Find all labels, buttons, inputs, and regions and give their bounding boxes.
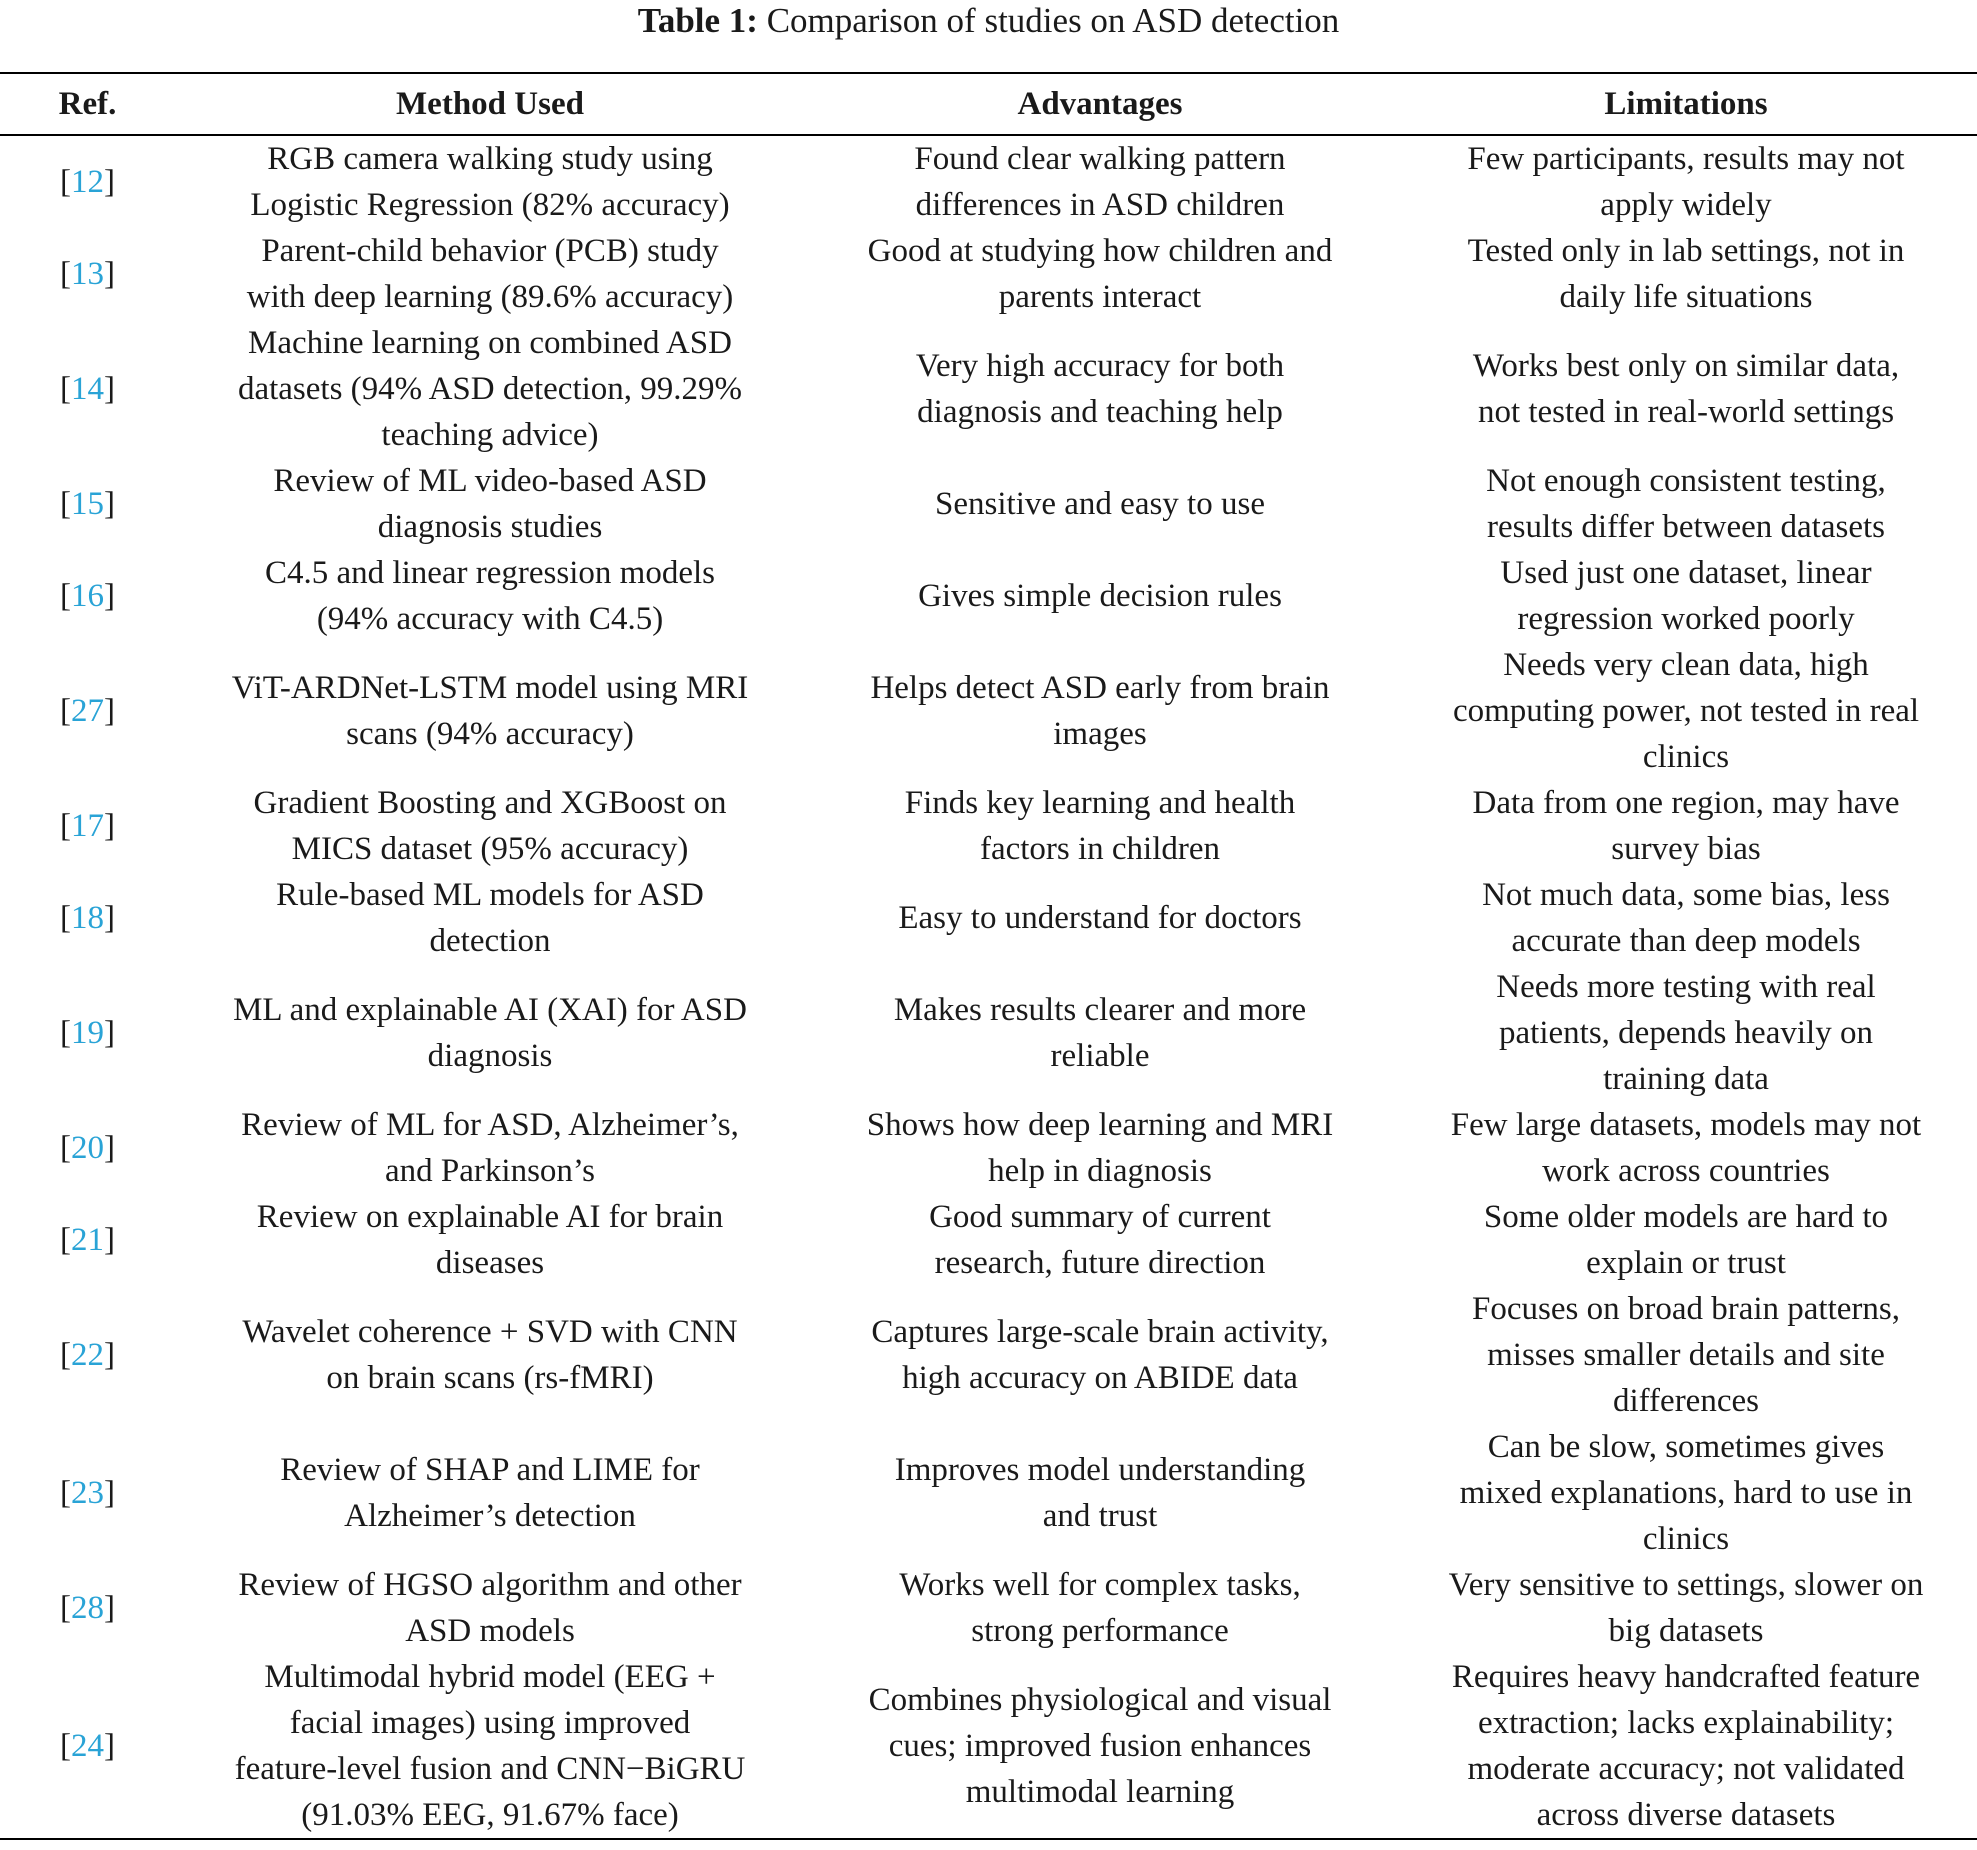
cell-limitations-line: big datasets: [1608, 1613, 1764, 1649]
cell-method: [175, 550, 805, 642]
cell-limitations: [1395, 228, 1977, 320]
cell-method: [175, 872, 805, 964]
ref-bracket-close: ]: [104, 900, 115, 936]
cell-limitations: [1395, 1194, 1977, 1286]
cell-advantages: [805, 1286, 1395, 1424]
table-caption-label: Table 1:: [637, 1, 758, 40]
cell-method-line: Wavelet coherence + SVD with CNN: [242, 1314, 738, 1350]
cell-method-line: Review of HGSO algorithm and other: [238, 1567, 742, 1603]
cell-limitations-line: moderate accuracy; not validated: [1467, 1751, 1905, 1787]
cell-method-line: teaching advice): [381, 417, 599, 453]
cell-method-line: Review of ML for ASD, Alzheimer’s,: [241, 1107, 739, 1143]
reference-link[interactable]: 21: [71, 1222, 104, 1258]
cell-limitations: [1395, 872, 1977, 964]
header-ref: Ref.: [58, 86, 117, 122]
table-row: [0, 228, 1977, 320]
table-row: [0, 964, 1977, 1102]
ref-bracket-open: [: [60, 486, 71, 522]
ref-bracket-close: ]: [104, 1475, 115, 1511]
cell-limitations: [1395, 1562, 1977, 1654]
cell-advantages-line: differences in ASD children: [915, 187, 1285, 223]
cell-limitations-line: differences: [1613, 1383, 1759, 1419]
cell-method-line: scans (94% accuracy): [346, 716, 634, 752]
cell-advantages: [805, 550, 1395, 642]
cell-advantages: [805, 642, 1395, 780]
ref-bracket-open: [: [60, 1728, 71, 1764]
cell-advantages-line: and trust: [1042, 1498, 1158, 1534]
reference-link[interactable]: 27: [71, 693, 104, 729]
cell-method: [175, 1286, 805, 1424]
cell-method-line: RGB camera walking study using: [267, 141, 713, 177]
cell-method-line: detection: [429, 923, 551, 959]
reference-link[interactable]: 15: [71, 486, 104, 522]
cell-limitations-line: work across countries: [1542, 1153, 1830, 1189]
cell-ref: [0, 1194, 175, 1286]
cell-ref: [0, 1286, 175, 1424]
cell-method-line: with deep learning (89.6% accuracy): [246, 279, 734, 315]
header-row: [0, 73, 1977, 135]
ref-bracket-open: [: [60, 1222, 71, 1258]
reference-link[interactable]: 22: [71, 1337, 104, 1373]
cell-ref: [0, 872, 175, 964]
cell-method-line: C4.5 and linear regression models: [265, 555, 715, 591]
cell-method-line: Parent-child behavior (PCB) study: [261, 233, 719, 269]
cell-limitations-line: Used just one dataset, linear: [1500, 555, 1872, 591]
ref-bracket-close: ]: [104, 1337, 115, 1373]
cell-advantages-line: Very high accuracy for both: [915, 348, 1285, 384]
cell-advantages: [805, 1562, 1395, 1654]
cell-advantages-line: Captures large-scale brain activity,: [871, 1314, 1329, 1350]
cell-ref: [0, 642, 175, 780]
ref-bracket-close: ]: [104, 693, 115, 729]
cell-limitations-line: regression worked poorly: [1517, 601, 1855, 637]
cell-ref: [0, 780, 175, 872]
ref-bracket-open: [: [60, 900, 71, 936]
cell-advantages-line: cues; improved fusion enhances: [888, 1728, 1312, 1764]
reference-link[interactable]: 14: [71, 371, 104, 407]
cell-ref: [0, 135, 175, 228]
ref-bracket-open: [: [60, 256, 71, 292]
cell-method: [175, 320, 805, 458]
cell-method: [175, 1194, 805, 1286]
cell-method-line: Alzheimer’s detection: [344, 1498, 636, 1534]
comparison-table: [0, 72, 1977, 1840]
reference-link[interactable]: 28: [71, 1590, 104, 1626]
cell-limitations-line: accurate than deep models: [1511, 923, 1861, 959]
ref-bracket-open: [: [60, 1015, 71, 1051]
cell-advantages-line: factors in children: [979, 831, 1221, 867]
cell-method-line: ViT-ARDNet-LSTM model using MRI: [231, 670, 749, 706]
ref-bracket-close: ]: [104, 578, 115, 614]
table-row: [0, 458, 1977, 550]
reference-link[interactable]: 24: [71, 1728, 104, 1764]
ref-bracket-open: [: [60, 1475, 71, 1511]
cell-limitations: [1395, 964, 1977, 1102]
ref-bracket-open: [: [60, 371, 71, 407]
cell-limitations: [1395, 135, 1977, 228]
cell-limitations-line: Some older models are hard to: [1483, 1199, 1889, 1235]
table-caption: [0, 0, 1977, 42]
cell-limitations-line: not tested in real-world settings: [1477, 394, 1895, 430]
table-row: [0, 642, 1977, 780]
cell-limitations: [1395, 550, 1977, 642]
cell-method-line: Logistic Regression (82% accuracy): [250, 187, 730, 223]
cell-limitations: [1395, 1286, 1977, 1424]
cell-limitations: [1395, 1654, 1977, 1839]
ref-bracket-open: [: [60, 693, 71, 729]
cell-advantages-line: Finds key learning and health: [904, 785, 1296, 821]
cell-limitations: [1395, 320, 1977, 458]
cell-limitations-line: Works best only on similar data,: [1472, 348, 1900, 384]
cell-ref: [0, 228, 175, 320]
ref-bracket-close: ]: [104, 486, 115, 522]
cell-advantages: [805, 320, 1395, 458]
cell-method-line: datasets (94% ASD detection, 99.29%: [237, 371, 743, 407]
cell-advantages-line: high accuracy on ABIDE data: [902, 1360, 1298, 1396]
cell-method-line: ASD models: [405, 1613, 575, 1649]
cell-ref: [0, 1424, 175, 1562]
cell-limitations-line: Can be slow, sometimes gives: [1487, 1429, 1885, 1465]
cell-limitations-line: Requires heavy handcrafted feature: [1451, 1659, 1921, 1695]
cell-method-line: (91.03% EEG, 91.67% face): [301, 1797, 679, 1833]
ref-bracket-close: ]: [104, 1130, 115, 1166]
cell-limitations: [1395, 458, 1977, 550]
table-row: [0, 320, 1977, 458]
reference-link[interactable]: 23: [71, 1475, 104, 1511]
cell-advantages-line: images: [1053, 716, 1147, 752]
cell-method-line: feature-level fusion and CNN−BiGRU: [234, 1751, 746, 1787]
ref-bracket-close: ]: [104, 808, 115, 844]
cell-limitations: [1395, 780, 1977, 872]
reference-link[interactable]: 12: [71, 164, 104, 200]
table-row: [0, 872, 1977, 964]
cell-advantages: [805, 964, 1395, 1102]
table-header: [0, 73, 1977, 135]
table-row: [0, 1654, 1977, 1839]
cell-method-line: Gradient Boosting and XGBoost on: [253, 785, 727, 821]
cell-advantages-line: Improves model understanding: [894, 1452, 1306, 1488]
cell-advantages-line: research, future direction: [934, 1245, 1266, 1281]
cell-method-line: facial images) using improved: [289, 1705, 691, 1741]
reference-link[interactable]: 20: [71, 1130, 104, 1166]
table-row: [0, 550, 1977, 642]
table-row: [0, 135, 1977, 228]
cell-advantages-line: Good summary of current: [929, 1199, 1271, 1235]
cell-limitations-line: training data: [1603, 1061, 1769, 1097]
cell-advantages-line: diagnosis and teaching help: [917, 394, 1283, 430]
cell-limitations-line: Few large datasets, models may not: [1450, 1107, 1922, 1143]
cell-limitations-line: misses smaller details and site: [1487, 1337, 1885, 1373]
cell-limitations-line: computing power, not tested in real: [1452, 693, 1920, 729]
reference-link[interactable]: 19: [71, 1015, 104, 1051]
cell-method: [175, 458, 805, 550]
cell-method: [175, 1654, 805, 1839]
cell-advantages-line: Good at studying how children and: [867, 233, 1333, 269]
cell-ref: [0, 1562, 175, 1654]
cell-advantages: [805, 1194, 1395, 1286]
cell-ref: [0, 1654, 175, 1839]
table-row: [0, 1194, 1977, 1286]
cell-limitations-line: Tested only in lab settings, not in: [1467, 233, 1905, 269]
table-body: [0, 135, 1977, 1839]
cell-advantages-line: Helps detect ASD early from brain: [870, 670, 1330, 706]
cell-advantages-line: parents interact: [998, 279, 1202, 315]
cell-advantages: [805, 872, 1395, 964]
cell-limitations-line: Focuses on broad brain patterns,: [1472, 1291, 1900, 1327]
cell-limitations-line: Not much data, some bias, less: [1482, 877, 1890, 913]
cell-limitations-line: mixed explanations, hard to use in: [1459, 1475, 1913, 1511]
header-limitations: Limitations: [1604, 86, 1768, 122]
ref-bracket-close: ]: [104, 256, 115, 292]
header-method: Method Used: [396, 86, 584, 122]
cell-advantages-line: multimodal learning: [965, 1774, 1235, 1810]
ref-bracket-open: [: [60, 1590, 71, 1626]
ref-bracket-close: ]: [104, 1222, 115, 1258]
cell-advantages: [805, 135, 1395, 228]
cell-limitations-line: results differ between datasets: [1487, 509, 1885, 545]
table-row: [0, 1424, 1977, 1562]
table-row: [0, 1102, 1977, 1194]
cell-method-line: Review of ML video-based ASD: [273, 463, 707, 499]
cell-advantages-line: Easy to understand for doctors: [898, 900, 1302, 936]
cell-method: [175, 1102, 805, 1194]
cell-advantages: [805, 1654, 1395, 1839]
ref-bracket-close: ]: [104, 164, 115, 200]
reference-link[interactable]: 17: [71, 808, 104, 844]
cell-method-line: Review of SHAP and LIME for: [280, 1452, 700, 1488]
cell-advantages-line: Gives simple decision rules: [918, 578, 1282, 614]
cell-advantages: [805, 1102, 1395, 1194]
cell-ref: [0, 550, 175, 642]
cell-limitations-line: extraction; lacks explainability;: [1477, 1705, 1895, 1741]
cell-ref: [0, 964, 175, 1102]
cell-method-line: Machine learning on combined ASD: [248, 325, 732, 361]
cell-advantages-line: help in diagnosis: [988, 1153, 1212, 1189]
cell-method-line: Review on explainable AI for brain: [256, 1199, 724, 1235]
cell-method-line: diagnosis: [427, 1038, 553, 1074]
cell-limitations-line: Needs more testing with real: [1496, 969, 1876, 1005]
cell-limitations-line: apply widely: [1600, 187, 1772, 223]
cell-method: [175, 1424, 805, 1562]
header-advantages: Advantages: [1017, 86, 1183, 122]
cell-limitations-line: Few participants, results may not: [1467, 141, 1905, 177]
cell-limitations-line: clinics: [1642, 739, 1730, 775]
reference-link[interactable]: 18: [71, 900, 104, 936]
cell-method: [175, 228, 805, 320]
table-caption-text: Comparison of studies on ASD detection: [766, 1, 1340, 40]
cell-limitations-line: survey bias: [1611, 831, 1761, 867]
cell-method-line: Rule-based ML models for ASD: [276, 877, 704, 913]
cell-limitations-line: Very sensitive to settings, slower on: [1448, 1567, 1924, 1603]
cell-advantages-line: Shows how deep learning and MRI: [866, 1107, 1334, 1143]
cell-method: [175, 780, 805, 872]
cell-advantages-line: Works well for complex tasks,: [899, 1567, 1301, 1603]
cell-method-line: and Parkinson’s: [385, 1153, 595, 1189]
ref-bracket-open: [: [60, 808, 71, 844]
cell-method-line: Multimodal hybrid model (EEG +: [264, 1659, 716, 1695]
cell-method-line: MICS dataset (95% accuracy): [291, 831, 689, 867]
table-row: [0, 780, 1977, 872]
cell-advantages-line: Sensitive and easy to use: [935, 486, 1265, 522]
cell-method: [175, 135, 805, 228]
ref-bracket-close: ]: [104, 371, 115, 407]
cell-limitations-line: explain or trust: [1586, 1245, 1786, 1281]
cell-limitations-line: clinics: [1642, 1521, 1730, 1557]
cell-advantages-line: Makes results clearer and more: [893, 992, 1307, 1028]
cell-advantages-line: reliable: [1050, 1038, 1150, 1074]
cell-limitations: [1395, 1102, 1977, 1194]
ref-bracket-open: [: [60, 1337, 71, 1373]
reference-link[interactable]: 13: [71, 256, 104, 292]
cell-limitations-line: across diverse datasets: [1536, 1797, 1836, 1833]
ref-bracket-open: [: [60, 578, 71, 614]
cell-advantages: [805, 458, 1395, 550]
table-row: [0, 1562, 1977, 1654]
cell-method-line: diseases: [435, 1245, 545, 1281]
cell-method-line: on brain scans (rs-fMRI): [326, 1360, 654, 1396]
reference-link[interactable]: 16: [71, 578, 104, 614]
cell-advantages: [805, 228, 1395, 320]
table-row: [0, 1286, 1977, 1424]
cell-ref: [0, 1102, 175, 1194]
cell-method: [175, 1562, 805, 1654]
cell-limitations: [1395, 642, 1977, 780]
cell-limitations-line: Needs very clean data, high: [1503, 647, 1869, 683]
ref-bracket-open: [: [60, 1130, 71, 1166]
ref-bracket-close: ]: [104, 1015, 115, 1051]
cell-advantages-line: Combines physiological and visual: [868, 1682, 1332, 1718]
cell-limitations-line: Data from one region, may have: [1472, 785, 1900, 821]
cell-advantages: [805, 1424, 1395, 1562]
cell-method: [175, 964, 805, 1102]
cell-method-line: ML and explainable AI (XAI) for ASD: [233, 992, 747, 1028]
ref-bracket-close: ]: [104, 1728, 115, 1764]
cell-limitations-line: Not enough consistent testing,: [1486, 463, 1886, 499]
cell-limitations: [1395, 1424, 1977, 1562]
cell-ref: [0, 320, 175, 458]
cell-ref: [0, 458, 175, 550]
cell-advantages-line: strong performance: [971, 1613, 1229, 1649]
cell-limitations-line: patients, depends heavily on: [1499, 1015, 1873, 1051]
cell-limitations-line: daily life situations: [1559, 279, 1813, 315]
cell-method: [175, 642, 805, 780]
cell-method-line: diagnosis studies: [377, 509, 603, 545]
ref-bracket-close: ]: [104, 1590, 115, 1626]
cell-advantages-line: Found clear walking pattern: [914, 141, 1286, 177]
ref-bracket-open: [: [60, 164, 71, 200]
cell-advantages: [805, 780, 1395, 872]
cell-method-line: (94% accuracy with C4.5): [316, 601, 664, 637]
